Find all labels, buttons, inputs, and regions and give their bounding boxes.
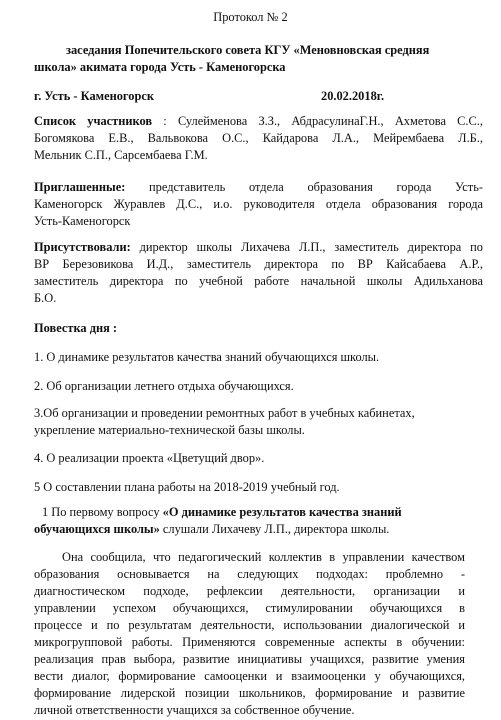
invited-line3: Усть-Каменогорск xyxy=(34,214,131,228)
date: 20.02.2018г. xyxy=(321,89,385,103)
present-line3: заместитель директора по учебной работе начальной школы Адильханова xyxy=(34,274,483,288)
first-question-line2 xyxy=(34,521,483,538)
agenda-item-3-line2: укрепление материально-технической базы школы. xyxy=(34,423,305,437)
report-line: реализация прав выбора, развитие инициативы учащихся, развитие умения xyxy=(34,652,465,666)
report-line: формирование лидерской позиции школьников, формирование и развитие xyxy=(34,686,465,700)
report-line: процессе и по результатам деятельности, использовании диалогической и xyxy=(34,618,465,632)
invited-line2: Каменогорск Журавлев Д.С., и.о. руководителя отдела образования города xyxy=(34,197,483,211)
present-line1: директор школы Лихачева Л.П., заместитель директора по xyxy=(130,240,483,254)
participants-line2: Богомякова Е.В., Вальвокова О.С., Кайдарова Л.А., Мейрембаева Л.Б., xyxy=(34,131,483,145)
agenda-item-2: 2. Об организации летнего отдыха обучающихся. xyxy=(34,379,294,393)
city: г. Усть - Каменогорск xyxy=(34,89,154,103)
report-line: вести диалог, формирование самооценки и взаимооценки у обучающихся, xyxy=(34,669,465,683)
participants-paragraph xyxy=(34,113,483,164)
participants-line3: Мельник С.П., Сарсембаева Г.М. xyxy=(34,148,208,162)
agenda-item-3-line1: 3.Об организации и проведении ремонтных работ в учебных кабинетах, xyxy=(34,406,415,420)
first-question-suffix: слушали Лихачеву Л.П., директора школы. xyxy=(159,522,390,536)
agenda-item-5: 5 О составлении плана работы на 2018-2019 учебный год. xyxy=(34,480,340,494)
present-line2: ВР Березовикова И.Д., заместитель директора по ВР Кайсабаева А.Р., xyxy=(34,257,483,271)
protocol-title: Протокол № 2 xyxy=(213,10,288,24)
report-line: микрогрупповой работы. Применяются современные аспекты в обучении: xyxy=(34,635,465,649)
report-paragraph xyxy=(34,549,465,719)
first-question-topic-line2: обучающихся школы» xyxy=(34,522,160,536)
report-line: Она сообщила, что педагогический коллектив в управлении качеством xyxy=(62,550,465,564)
present-label: Присутствовали: xyxy=(34,240,131,254)
report-line: образования основывается на следующих подходах: проблемно - xyxy=(34,567,465,581)
first-question-line1 xyxy=(42,504,483,521)
protocol-subtitle-line2: школа» акимата города Усть - Каменогорска xyxy=(34,60,286,74)
present-line4: Б.О. xyxy=(34,291,57,305)
agenda-label: Повестка дня : xyxy=(34,321,118,335)
invited-label: Приглашенные: xyxy=(34,180,126,194)
report-line: диагностическом подходе, рефлексии деятельности, организации и xyxy=(34,584,465,598)
participants-line1: : Сулейменова З.З., АбдрасулинаГ.Н., Ахметова С.С., xyxy=(152,114,483,128)
first-question-prefix: 1 По первому вопросу xyxy=(42,505,163,519)
invited-paragraph xyxy=(34,179,483,230)
agenda-item-1: 1. О динамике результатов качества знаний обучающихся школы. xyxy=(34,350,380,364)
present-paragraph xyxy=(34,239,483,307)
report-line: личной ответственности учащихся за собственное обучение. xyxy=(34,703,355,717)
invited-line1: представитель отдела образования города Усть- xyxy=(125,180,483,194)
agenda-item-4: 4. О реализации проекта «Цветущий двор». xyxy=(34,451,265,465)
first-question-topic-line1: «О динамике результатов качества знаний xyxy=(162,505,402,519)
report-line: управлении успехом обучающихся, стимулировании обучающихся в xyxy=(34,601,465,615)
protocol-subtitle-line1: заседания Попечительского совета КГУ «Меновновская средняя xyxy=(66,43,430,57)
participants-label: Список участников xyxy=(34,114,153,128)
